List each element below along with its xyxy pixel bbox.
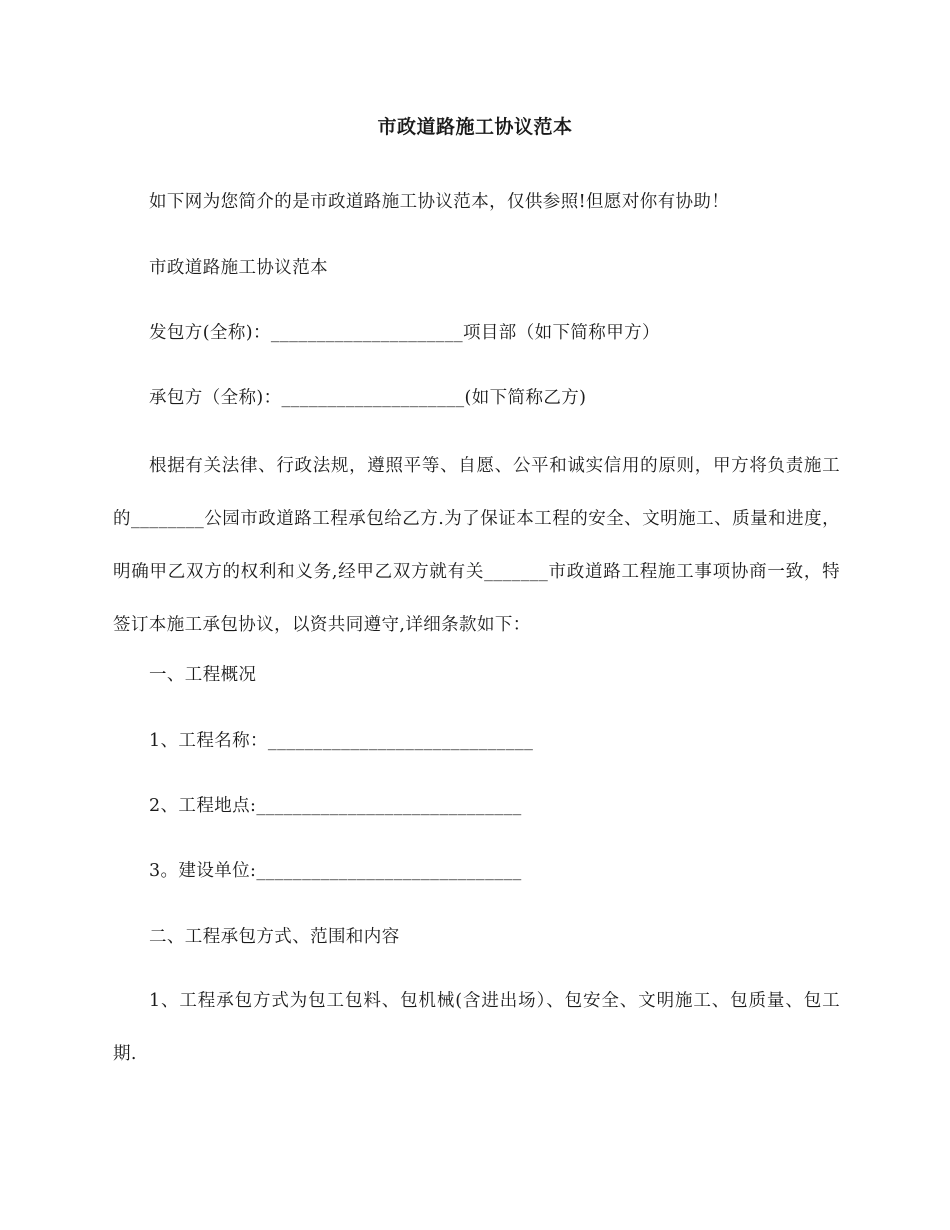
contract-method-paragraph: 1、工程承包方式为包工包料、包机械(含进出场）、包安全、文明施工、包质量、包工期. <box>113 991 840 1064</box>
section1-heading: 一、工程概况 <box>149 665 257 685</box>
section2-heading: 二、工程承包方式、范围和内容 <box>149 927 400 947</box>
subtitle-line: 市政道路施工协议范本 <box>149 258 328 278</box>
construction-unit-field: 3。建设单位:_____________________________ <box>149 861 522 881</box>
project-name-field: 1、工程名称：_____________________________ <box>149 731 534 751</box>
preamble-paragraph: 根据有关法律、行政法规，遵照平等、自愿、公平和诚实信用的原则，甲方将负责施工的________公园市政道路工程承包给乙方.为了保证本工程的安全、文明施工、质量和进度，明确甲乙双方的权利和义务,经甲乙双方就有关_______市政道路工程施工事项协商一致，特签订本施工承包协议，以资共同遵守,详细条款如下： <box>113 456 840 635</box>
party-a-line: 发包方(全称)：_____________________项目部（如下简称甲方） <box>149 323 660 343</box>
project-location-field: 2、工程地点:_____________________________ <box>149 796 522 816</box>
party-b-line: 承包方（全称)：____________________(如下简称乙方) <box>149 388 587 408</box>
document-title: 市政道路施工协议范本 <box>377 116 573 138</box>
intro-paragraph: 如下网为您简介的是市政道路施工协议范本，仅供参照!但愿对你有协助！ <box>149 192 730 212</box>
